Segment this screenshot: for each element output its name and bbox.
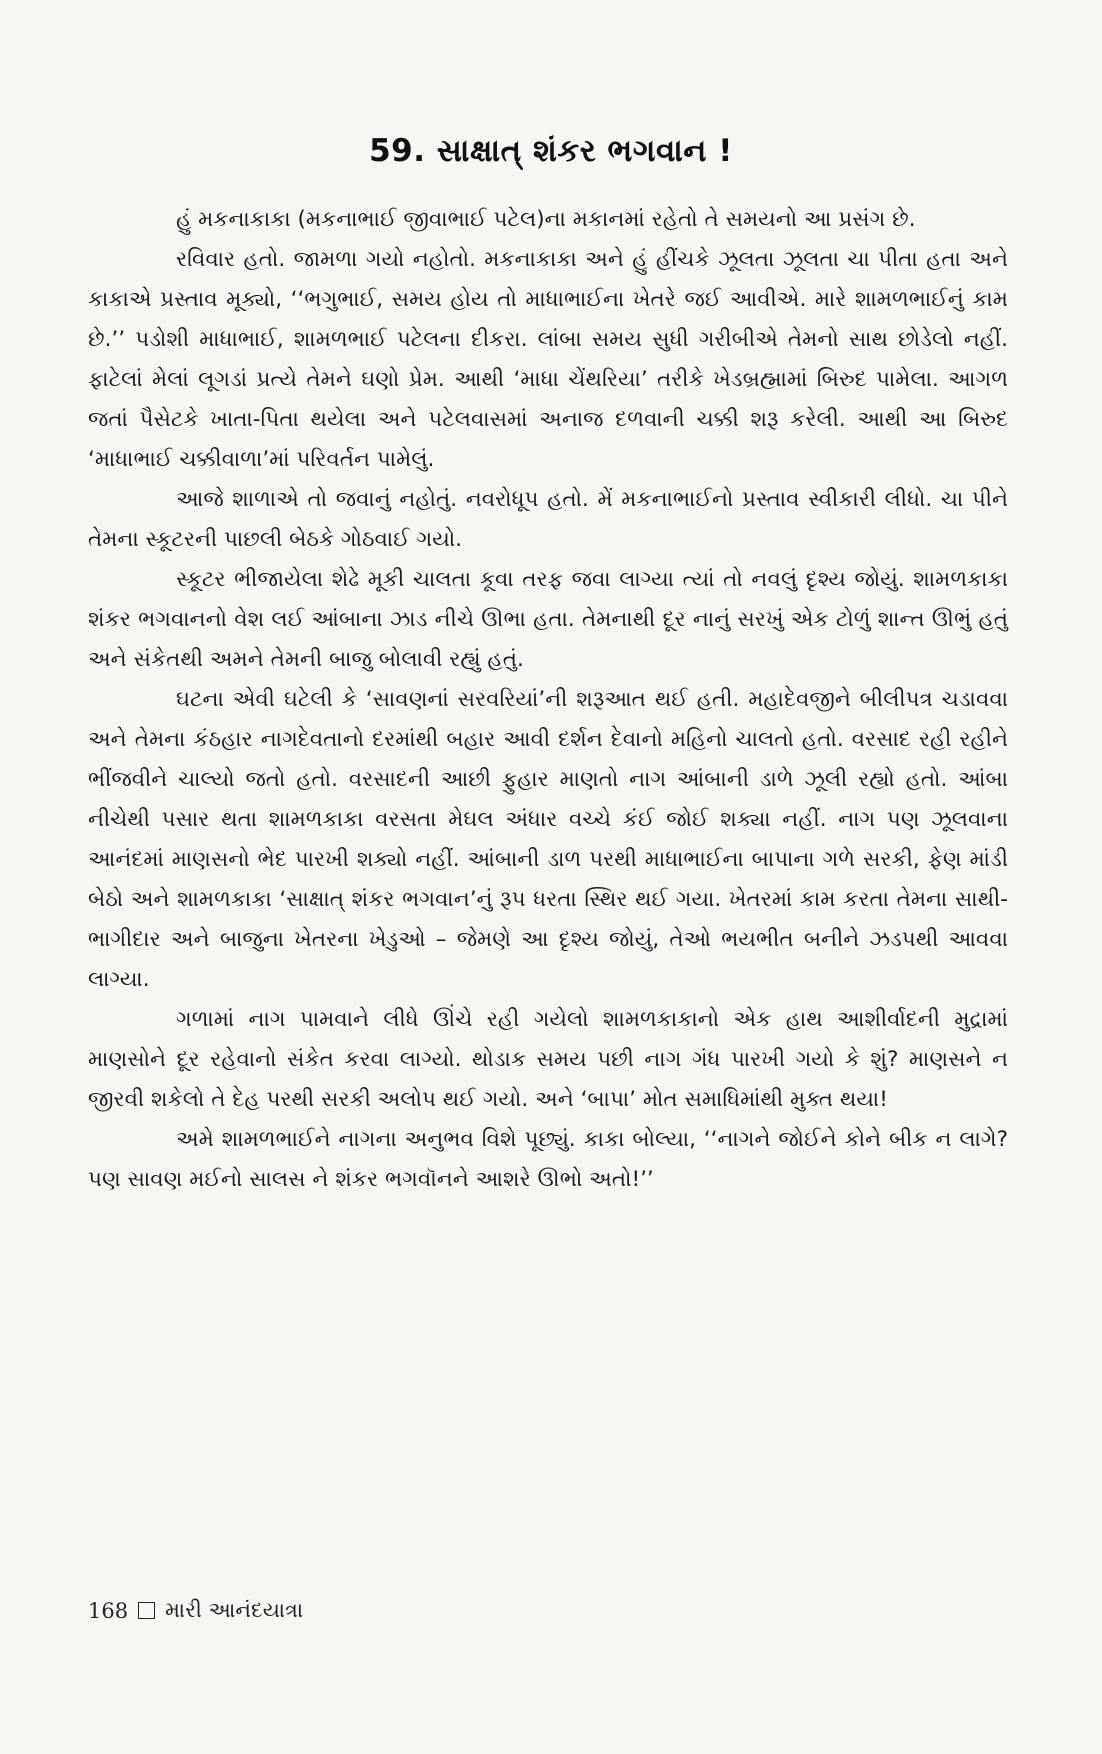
paragraph-3: આજે શાળાએ તો જવાનું નહોતું. નવરોધૂપ હતો. મેં મકનાભાઈનો પ્રસ્તાવ સ્વીકારી લીધો. ચા પીને તેમના સ્કૂટરની પાછલી બેઠકે ગોઠવાઈ ગયો. [88, 487, 1008, 552]
paragraph-6: ગળામાં નાગ પામવાને લીધે ઊંચે રહી ગયેલો શામળકાકાનો એક હાથ આશીર્વાદની મુદ્રામાં માણસોને દૂર રહેવાનો સંકેત કરવા લાગ્યો. થોડાક સમય પછી નાગ ગંધ પારખી ગયો કે શું? માણસને ન જીરવી શકેલો તે દેહ પરથી સરકી અલોપ થઈ ગયો. અને ‘બાપા’ મોત સમાધિમાંથી મુક્ત થયા! [88, 1007, 1008, 1112]
page-number: 168 [88, 1598, 129, 1623]
page-footer [88, 1598, 303, 1623]
chapter-body [88, 200, 1008, 1200]
paragraph-5: ઘટના એવી ઘટેલી કે ‘સાવણનાં સરવરિયાં’ની શરૂઆત થઈ હતી. મહાદેવજીને બીલીપત્ર ચડાવવા અને તેમના કંઠહાર નાગદેવતાનો દરમાંથી બહાર આવી દર્શન દેવાનો મહિનો ચાલતો હતો. વરસાદ રહી રહીને ભીંજવીને ચાલ્યો જતો હતો. વરસાદની આછી ફુહાર માણતો નાગ આંબાની ડાળે ઝૂલી રહ્યો હતો. આંબા નીચેથી પસાર થતા શામળકાકા વરસતા મેઘલ અંધાર વચ્ચે કંઈ જોઈ શક્યા નહીં. નાગ પણ ઝૂલવાના આનંદમાં માણસનો ભેદ પારખી શક્યો નહીં. આંબાની ડાળ પરથી માધાભાઈના બાપાના ગળે સરકી, ફેણ માંડી બેઠો અને શામળકાકા ‘સાક્ષાત્ શંકર ભગવાન’નું રૂપ ધરતા સ્થિર થઈ ગયા. ખેતરમાં કામ કરતા તેમના સાથી-ભાગીદાર અને બાજુના ખેતરના ખેડુઓ – જેમણે આ દૃશ્ય જોયું, તેઓ ભયભીત બનીને ઝડપથી આવવા લાગ્યા. [88, 687, 1008, 992]
square-separator-icon [138, 1602, 155, 1619]
paragraph-2: રવિવાર હતો. જામળા ગયો નહોતો. મકનાકાકા અને હું હીંચકે ઝૂલતા ઝૂલતા ચા પીતા હતા અને કાકાએ પ્રસ્તાવ મૂક્યો, ‘‘ભગુભાઈ, સમય હોય તો માધાભાઈના ખેતરે જઈ આવીએ. મારે શામળભાઈનું કામ છે.’’ પડોશી માધાભાઈ, શામળભાઈ પટેલના દીકરા. લાંબા સમય સુધી ગરીબીએ તેમનો સાથ છોડેલો નહીં. ફાટેલાં મેલાં લૂગડાં પ્રત્યે તેમને ઘણો પ્રેમ. આથી ‘માધા ચેંથરિયા’ તરીકે ખેડબ્રહ્મામાં બિરુદ પામેલા. આગળ જતાં પૈસેટકે ખાતા-પિતા થયેલા અને પટેલવાસમાં અનાજ દળવાની ચક્કી શરૂ કરેલી. આથી આ બિરુદ ‘માધાભાઈ ચક્કીવાળા’માં પરિવર્તન પામેલું. [88, 247, 1008, 472]
chapter-title: 59. સાક્ષાત્ શંકર ભગવાન ! [369, 132, 733, 169]
paragraph-1: હું મકનાકાકા (મકનાભાઈ જીવાભાઈ પટેલ)ના મકાનમાં રહેતો તે સમયનો આ પ્રસંગ છે. [176, 207, 916, 232]
paragraph-7: અમે શામળભાઈને નાગના અનુભવ વિશે પૂછ્યું. કાકા બોલ્યા, ‘‘નાગને જોઈને કોને બીક ન લાગે? પણ સાવણ મઈનો સાલસ ને શંકર ભગવૉનને આશરે ઊભો અતો!’’ [88, 1127, 1008, 1192]
book-title: મારી આનંદયાત્રા [165, 1598, 304, 1622]
paragraph-4: સ્કૂટર ભીજાયેલા શેઢે મૂકી ચાલતા કૂવા તરફ જવા લાગ્યા ત્યાં તો નવલું દૃશ્ય જોયું. શામળકાકા શંકર ભગવાનનો વેશ લઈ આંબાના ઝાડ નીચે ઊભા હતા. તેમનાથી દૂર નાનું સરખું એક ટોળું શાન્ત ઊભું હતું અને સંકેતથી અમને તેમની બાજુ બોલાવી રહ્યું હતું. [88, 567, 1008, 672]
